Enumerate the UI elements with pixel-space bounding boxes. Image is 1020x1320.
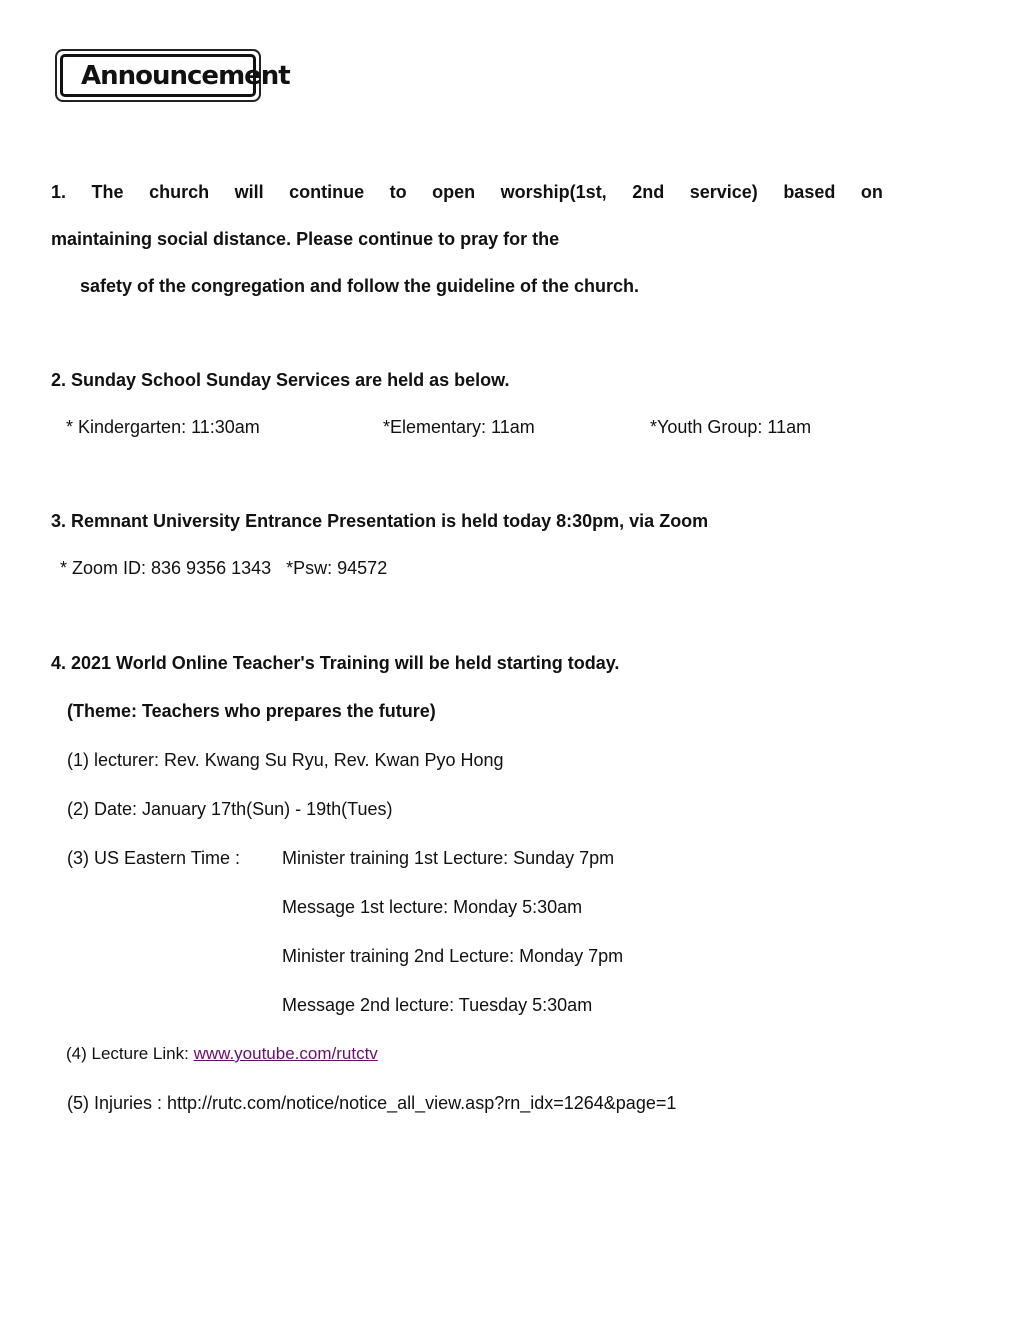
item4-time1: Minister training 1st Lecture: Sunday 7pm	[282, 848, 615, 868]
item4-link-row	[66, 1043, 378, 1065]
item1-line1-words	[51, 181, 883, 203]
item4-injuries: (5) Injuries : http://rutc.com/notice/notice_all_view.asp?rn_idx=1264&page=1	[67, 1093, 677, 1113]
item1-word: 1.	[51, 182, 67, 202]
item1-line2: maintaining social distance. Please continue to pray for the	[51, 229, 560, 249]
item4-lecturer: (1) lecturer: Rev. Kwang Su Ryu, Rev. Kwan Pyo Hong	[67, 750, 504, 770]
item4-time3: Minister training 2nd Lecture: Monday 7pm	[282, 946, 624, 966]
item3-zoom: * Zoom ID: 836 9356 1343 *Psw: 94572	[60, 558, 388, 578]
item1-word: church	[149, 182, 210, 202]
item3-heading: 3. Remnant University Entrance Presentation is held today 8:30pm, via Zoom	[51, 511, 709, 531]
title-box	[55, 49, 290, 102]
item1-word: worship(1st,	[500, 182, 607, 202]
item1-word: to	[389, 182, 407, 202]
item4-time2: Message 1st lecture: Monday 5:30am	[282, 897, 583, 917]
item2-kindergarten: * Kindergarten: 11:30am	[66, 417, 260, 437]
item2-heading: 2. Sunday School Sunday Services are held as below.	[51, 370, 510, 390]
item1-word: will	[234, 182, 264, 202]
item4-link-label: (4) Lecture Link:	[66, 1044, 194, 1063]
item4-date: (2) Date: January 17th(Sun) - 19th(Tues)	[67, 799, 393, 819]
item1-word: service)	[689, 182, 758, 202]
item2-youth: *Youth Group: 11am	[650, 417, 812, 437]
item1-word: 2nd	[632, 182, 665, 202]
item1-word: on	[860, 182, 883, 202]
item4-time-label: (3) US Eastern Time :	[67, 848, 246, 868]
lecture-link[interactable]: www.youtube.com/rutctv	[193, 1044, 378, 1063]
item1-line3: safety of the congregation and follow the guideline of the church.	[80, 276, 640, 296]
item1-word: based	[783, 182, 836, 202]
item1-line1	[51, 181, 883, 203]
item4-time4: Message 2nd lecture: Tuesday 5:30am	[282, 995, 593, 1015]
item4-heading: 4. 2021 World Online Teacher's Training will be held starting today.	[51, 653, 620, 673]
item1-word: continue	[289, 182, 365, 202]
item4-theme: (Theme: Teachers who prepares the future)	[67, 701, 436, 721]
page-title: Announcement	[60, 54, 256, 97]
item1-word: The	[91, 182, 124, 202]
item2-elementary: *Elementary: 11am	[383, 417, 535, 437]
item1-word: open	[432, 182, 476, 202]
